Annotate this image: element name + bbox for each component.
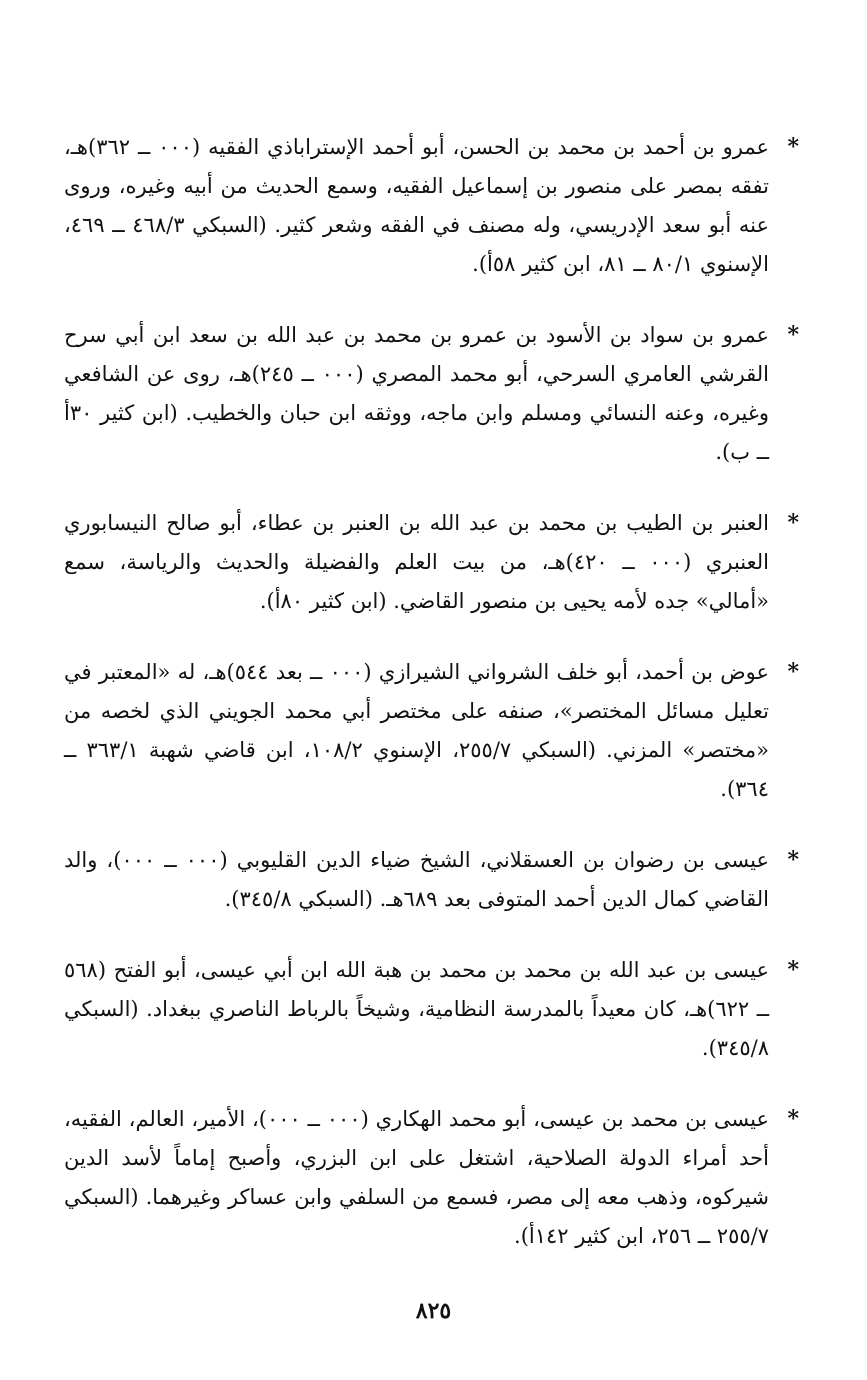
asterisk-icon: * (787, 659, 799, 685)
entry-text: العنبر بن الطيب بن محمد بن عبد الله بن العنبر بن عطاء، أبو صالح النيسابوري العنبري (٠٠٠ ــ ٤٢٠)هـ، من بيت العلم والفضيلة والحديث والرياسة، سمع «أمالي» جده لأمه يحيى بن منصور القاضي. (ابن كثير ٨٠أ). (64, 511, 769, 613)
biography-entries (64, 128, 803, 1288)
entry-text: عمرو بن سواد بن الأسود بن عمرو بن محمد بن عبد الله بن سعد ابن أبي سرح القرشي العامري السرحي، أبو محمد المصري (٠٠٠ ــ ٢٤٥)هـ، روى عن الشافعي وغيره، وعنه النسائي ومسلم وابن ماجه، ووثقه ابن حبان والخطيب. (ابن كثير ٣٠أ ــ ب). (64, 323, 770, 464)
entry-text: عيسى بن محمد بن عيسى، أبو محمد الهكاري (٠٠٠ ــ ٠٠٠)، الأمير، العالم، الفقيه، أحد أمراء الدولة الصلاحية، اشتغل على ابن البزري، وأصبح إماماً لأسد الدين شيركوه، وذهب معه إلى مصر، فسمع من السلفي وابن عساكر وغيرهما. (السبكي ٢٥٥/٧ ــ ٢٥٦، ابن كثير ١٤٢أ). (64, 1107, 769, 1248)
entry-text: عيسى بن رضوان بن العسقلاني، الشيخ ضياء الدين القليوبي (٠٠٠ ــ ٠٠٠)، والد القاضي كمال الدين أحمد المتوفى بعد ٦٨٩هـ. (السبكي ٣٤٥/٨). (64, 848, 770, 911)
entry-text: عيسى بن عبد الله بن محمد بن محمد بن هبة الله ابن أبي عيسى، أبو الفتح (٥٦٨ ــ ٦٢٢)هـ، كان معيداً بالمدرسة النظامية، وشيخاً بالرباط الناصري ببغداد. (السبكي ٣٤٥/٨). (64, 958, 770, 1060)
entry-amr-ibn-sawad (64, 316, 803, 472)
entry-isa-ibn-abdallah (64, 951, 803, 1068)
asterisk-icon: * (787, 847, 799, 873)
entry-text: عمرو بن أحمد بن محمد بن الحسن، أبو أحمد الإستراباذي الفقيه (٠٠٠ ــ ٣٦٢)هـ، تفقه بمصر على منصور بن إسماعيل الفقيه، وسمع الحديث من أبيه وغيره، وروى عنه أبو سعد الإدريسي، وله مصنف في الفقه وشعر كثير. (السبكي ٤٦٨/٣ ــ ٤٦٩، الإسنوي ٨٠/١ ــ ٨١، ابن كثير ٥٨أ). (64, 135, 770, 276)
entry-isa-ibn-muhammad (64, 1100, 803, 1256)
entry-awad-ibn-ahmad (64, 653, 803, 809)
entry-isa-ibn-ridwan (64, 841, 803, 919)
asterisk-icon: * (787, 957, 799, 983)
asterisk-icon: * (787, 134, 799, 160)
entry-anbar-ibn-tayyib (64, 504, 803, 621)
asterisk-icon: * (787, 322, 799, 348)
entry-text: عوض بن أحمد، أبو خلف الشرواني الشيرازي (٠٠٠ ــ بعد ٥٤٤)هـ، له «المعتبر في تعليل مسائل المختصر»، صنفه على مختصر أبي محمد الجويني الذي لخصه من «مختصر» المزني. (السبكي ٢٥٥/٧، الإسنوي ١٠٨/٢، ابن قاضي شهبة ٣٦٣/١ ــ ٣٦٤). (64, 660, 769, 801)
entry-amr-ibn-ahmad (64, 128, 803, 284)
page-number: ٨٢٥ (415, 1298, 452, 1324)
asterisk-icon: * (787, 510, 799, 536)
asterisk-icon: * (787, 1106, 799, 1132)
